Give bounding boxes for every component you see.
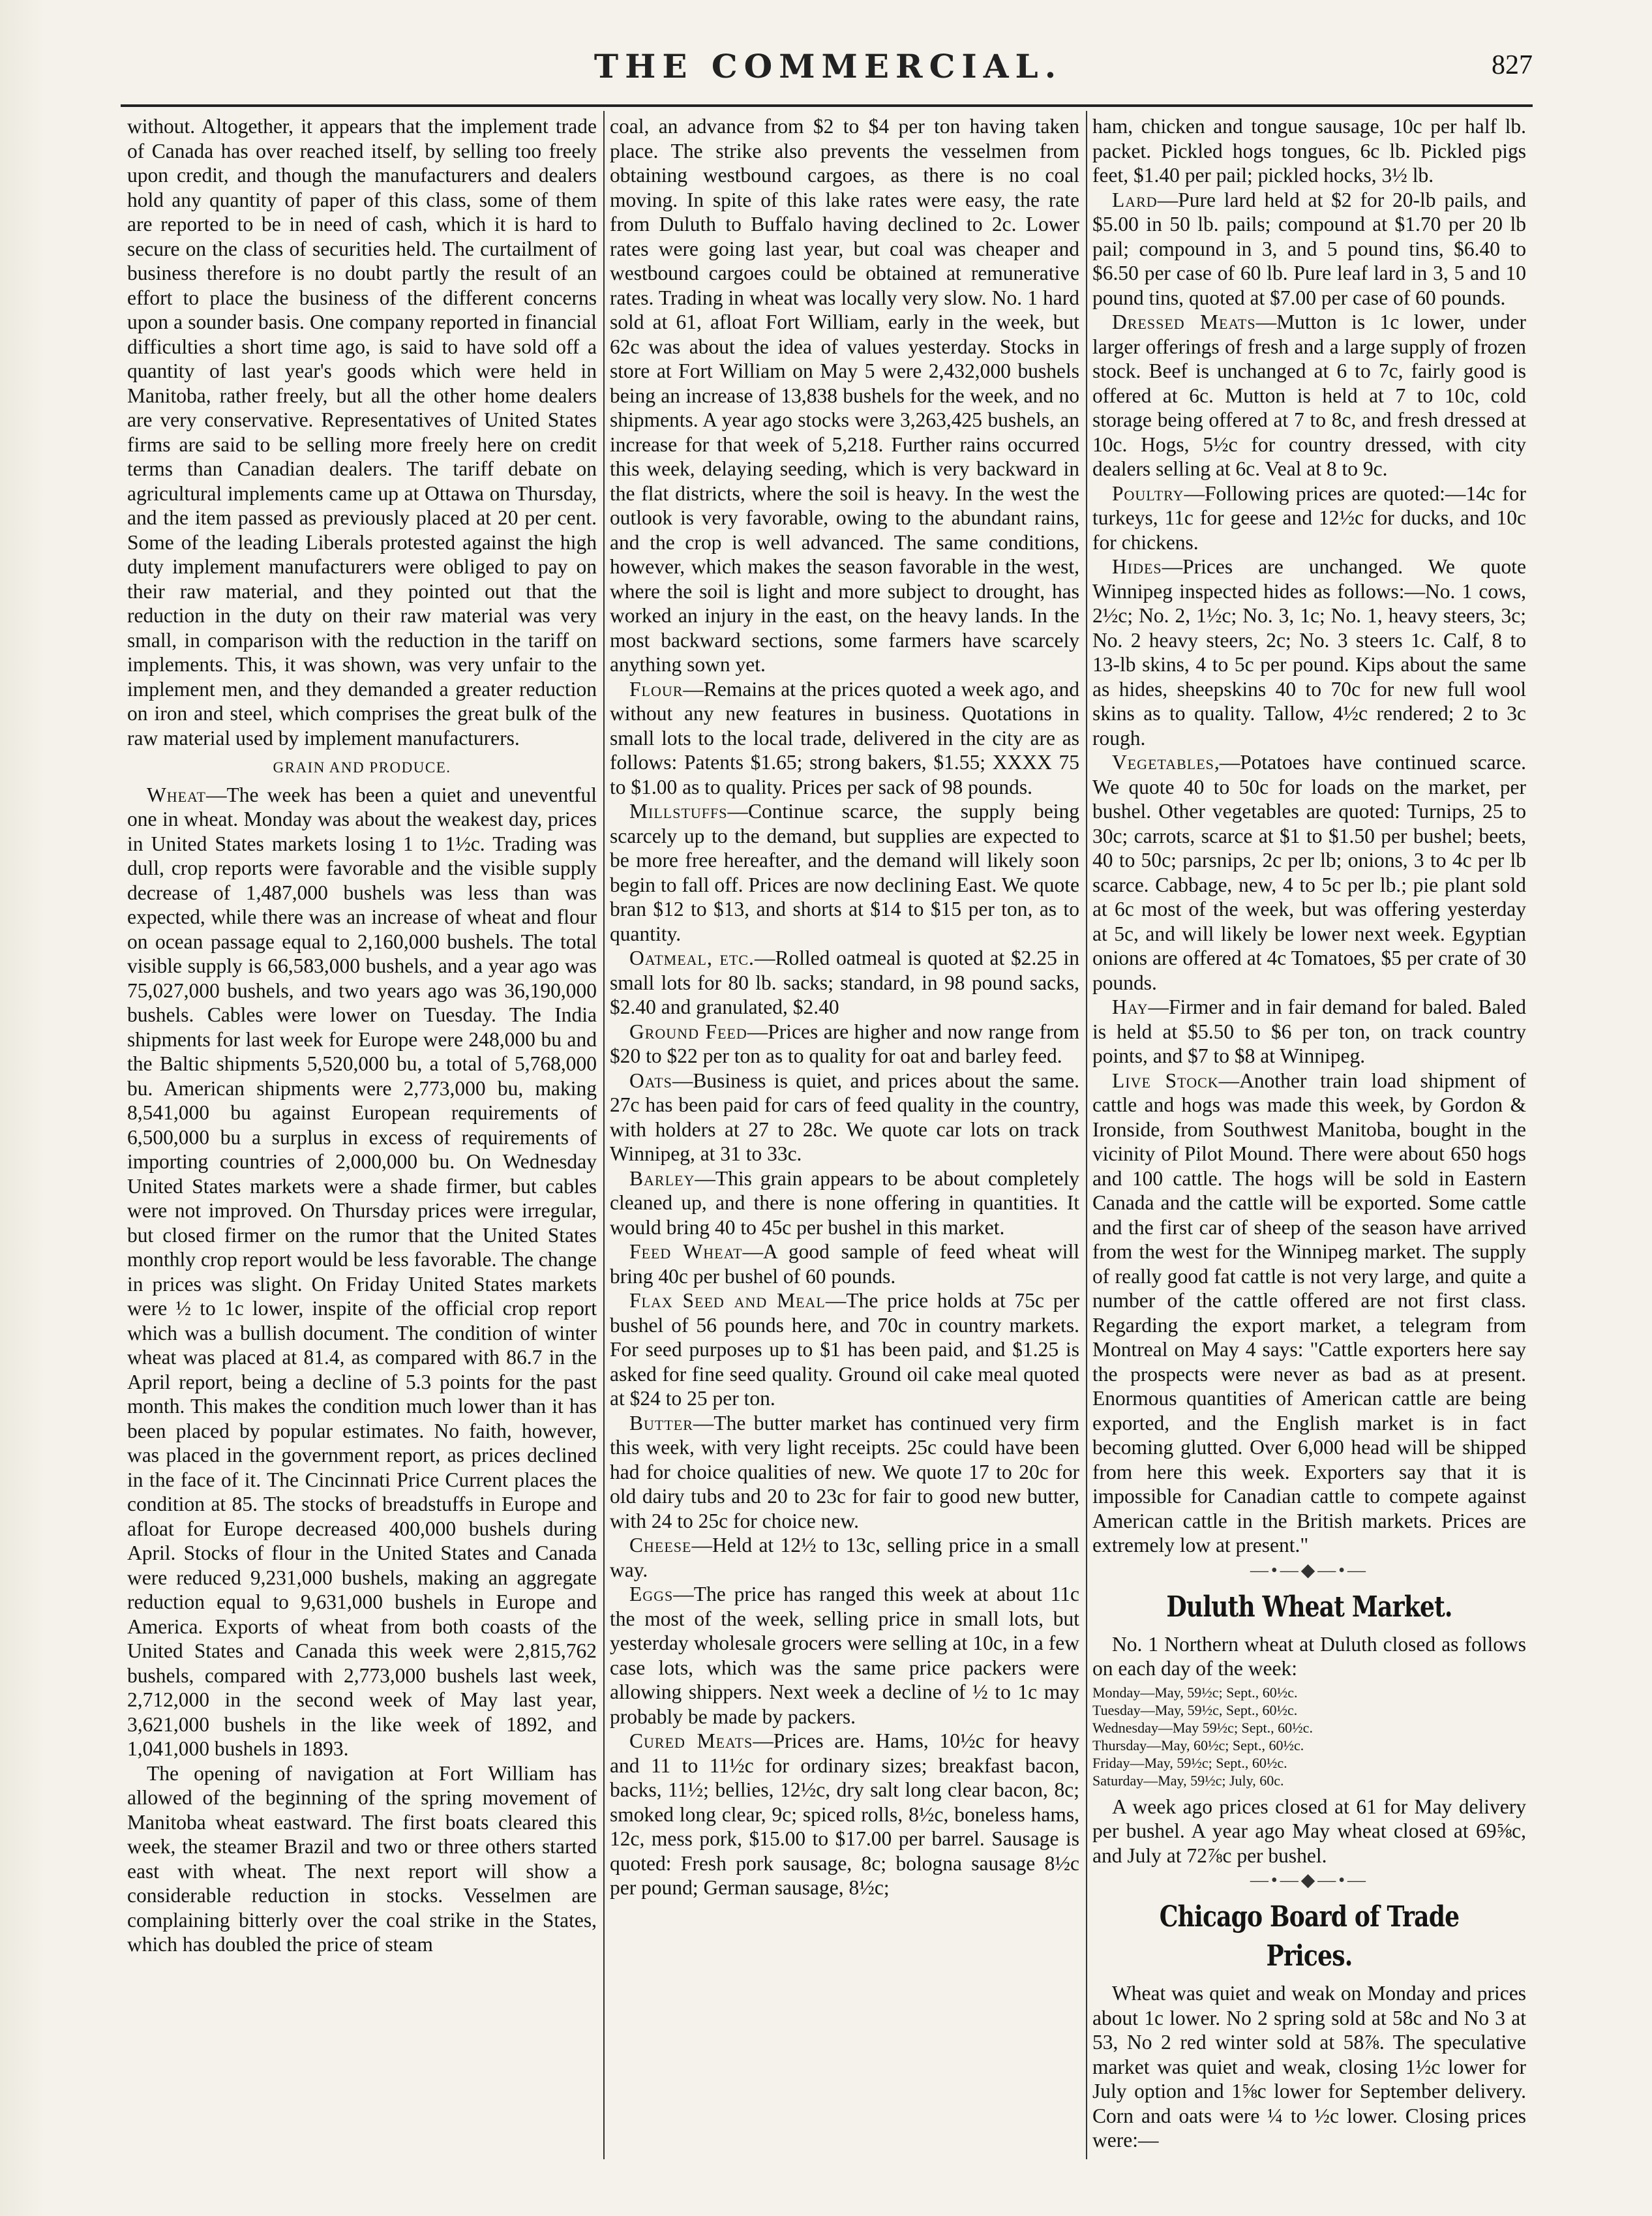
column-rule-1	[603, 111, 605, 2159]
lead-cured-meats: Cured Meats	[629, 1729, 753, 1752]
market-paragraph-hay	[1092, 995, 1526, 1069]
lead-flour: Flour	[629, 677, 683, 701]
text-live-stock: —Another train load shipment of cattle and hogs was made this week, by Gordon & Ironside, from Southwest Manitoba, bought in the vicinity of Pilot Mound. There were about 650 hogs and 100 cattle. The hogs will be sold in Eastern Canada and the cattle will be exported. Some cattle and the first car of sheep of the season have arrived from the west for the Winnipeg market. The supply of really good fat cattle is not very large, and quite a number of the cattle offered are not first class. Regarding the export market, a telegram from Montreal on May 4 says: "Cattle exporters here say the prospects were never as bad as at present. Enormous quantities of American cattle are being exported, and the English market is in fact becoming glutted. Over 6,000 head will be shipped from here this week. Exporters say that it is impossible for Canadian cattle to compete against American cattle in the British markets. Prices are extremely low at present."	[1092, 1069, 1526, 1556]
market-paragraph-cured-meats	[610, 1729, 1079, 1900]
lead-flax: Flax Seed and Meal	[629, 1289, 826, 1312]
market-paragraph-live-stock	[1092, 1069, 1526, 1558]
market-paragraph-ground-feed	[610, 1020, 1079, 1069]
duluth-day-wednesday: Wednesday—May 59½c; Sept., 60½c.	[1092, 1719, 1313, 1736]
duluth-day-tuesday: Tuesday—May, 59½c, Sept., 60½c.	[1092, 1701, 1298, 1718]
market-paragraph-hides	[1092, 554, 1526, 750]
lead-millstuffs: Millstuffs	[629, 800, 728, 823]
header-rule	[121, 104, 1533, 107]
market-paragraph-wheat	[127, 783, 597, 1761]
column-rule-2	[1086, 111, 1087, 2159]
text-wheat: —The week has been a quiet and uneventful one in wheat. Monday was about the weakest day, prices in United States markets losing 1 to 1½c. Trading was dull, crop reports were favorable and the visible supply decrease of 1,487,000 bushels was less than was expected, while there was an increase of wheat and flour on ocean passage equal to 2,160,000 bushels. The total visible supply is 66,583,000 bushels, and a year ago was 75,027,000 bushels, and two years ago was 36,190,000 bushels. Cables were lower on Tuesday. The India shipments for last week for Europe were 248,000 bu and the Baltic shipments 5,520,000 bu, a total of 5,768,000 bu. American shipments were 2,773,000 bu, making 8,541,000 bu against European requirements of 6,500,000 bu a surplus in excess of requirements of importing countries of 2,000,000 bu. On Wednesday United States markets were a shade firmer, but cables were not improved. On Thursday prices were irregular, but closed firmer on the rumor that the United States monthly crop report would be less favorable. The change in prices was slight. On Friday United States markets were ½ to 1c lower, inspite of the official crop report which was a bullish document. The condition of winter wheat was placed at 81.4, as compared with 86.7 in the April report, being a decline of 5.3 points for the past month. This makes the condition much lower than it has been placed by popular estimates. No faith, however, was placed in the government report, as prices declined in the face of it. The Cincinnati Price Current places the condition at 85. The stocks of breadstuffs in Europe and afloat for Europe decreased 400,000 bushels during April. Stocks of flour in the United States and Canada were reduced 9,231,000 bushels, making an aggregate reduction equal to 9,631,000 bushels in Europe and America. Exports of wheat from both coasts of the United States and Canada this week were 2,815,762 bushels, compared with 2,773,000 bushels last week, 2,712,000 in the second week of May last year, 3,621,000 bushels in the like week of 1892, and 1,041,000 bushels in 1893.	[127, 783, 597, 1760]
market-paragraph-barley	[610, 1166, 1079, 1240]
lead-eggs: Eggs	[629, 1583, 674, 1605]
text-millstuffs: —Continue scarce, the supply being scarcely up to the demand, but supplies are expected to be more free hereafter, and the demand will likely soon begin to fall off. Prices are now declining East. We quote bran $12 to $13, and shorts at $14 to $15 per ton, as to quantity.	[610, 800, 1079, 945]
text-feed-wheat: —A good sample of feed wheat will bring 40c per bushel of 60 pounds.	[610, 1240, 1079, 1288]
article-paragraph-coal: coal, an advance from $2 to $4 per ton having taken place. The strike also prevents the vesselmen from obtaining westbound cargoes, as there is no coal moving. In spite of this lake rates were easy, the rate from Duluth to Buffalo having declined to 2c. Lower rates were going last year, but coal was cheaper and westbound cargoes could be obtained at remunerative rates. Trading in wheat was locally very slow. No. 1 hard sold at 61, afloat Fort William, early in the week, but 62c was about the idea of values yesterday. Stocks in store at Fort William on May 5 were 2,432,000 bushels being an increase of 13,838 bushels for the week, and no shipments. A year ago stocks were 3,263,425 bushels, an increase for that week of 5,218. Further rains occurred this week, delaying seeding, which is very backward in the flat districts, where the soil is heavy. In the west the outlook is very favorable, owing to the abundant rains, and the crop is well advanced. The same conditions, however, which makes the season favorable in the west, where the soil is light and more subject to drought, has worked an injury in the east, on the heavy lands. In the most backward sections, some farmers have scarcely anything sown yet.	[610, 115, 1079, 676]
heading-chicago-board-of-trade: Chicago Board of Trade Prices.	[1159, 1900, 1460, 1973]
text-barley: —This grain appears to be about completely cleaned up, and there is none offering in quantities. It would bring 40 to 45c per bushel in this market.	[610, 1166, 1079, 1239]
text-vegetables: ,—Potatoes have continued scarce. We quote 40 to 50c for loads on the market, per bushel. Other vegetables are quoted: Turnips, 25 to 30c; carrots, scarce at $1 to $1.50 per bushel; beets, 40 to 50c; parsnips, 2c per lb; onions, 3 to 4c per lb scarce. Cabbage, new, 4 to 5c per lb.; pie plant sold at 6c most of the week, but was offering yesterday at 5c, and will likely be lower next week. Egyptian onions are offered at 4c Tomatoes, $5 per crate of 30 pounds.	[1092, 751, 1526, 994]
duluth-day-friday: Friday—May, 59½c; Sept., 60½c.	[1092, 1754, 1287, 1771]
section-heading-grain-and-produce: GRAIN AND PRODUCE.	[273, 759, 451, 776]
duluth-day-thursday: Thursday—May, 60½c; Sept., 60½c.	[1092, 1737, 1304, 1753]
lead-hides: Hides	[1112, 555, 1162, 578]
text-flax: —The price holds at 75c per bushel of 56 pounds here, and 70c in country markets. For seed purposes up to $1 has been paid, and $1.25 is asked for fine seed quality. Ground oil cake meal quoted at $24 to 25 per ton.	[610, 1289, 1079, 1410]
text-cured-meats: —Prices are. Hams, 10½c for heavy and 11 to 11½c for ordinary sizes; breakfast bacon, backs, 11½; bellies, 12½c, dry salt long clear bacon, 8c; smoked long clear, 9c; spiced rolls, 8½c, boneless hams, 12c, mess pork, $15.00 to $17.00 per barrel. Sausage is quoted: Fresh pork sausage, 8c; bologna sausage 8½c per pound; German sausage, 8½c;	[610, 1729, 1079, 1899]
market-paragraph-flax	[610, 1288, 1079, 1411]
market-paragraph-eggs	[610, 1582, 1079, 1729]
masthead	[124, 38, 1533, 110]
text-hides: —Prices are unchanged. We quote Winnipeg inspected hides as follows:—No. 1 cows, 2½c; No. 2, 1½c; No. 3, 1c; No. 1, heavy steers, 3c; No. 2 heavy steers, 2c; No. 3 steers 1c. Calf, 8 to 13-lb skins, 4 to 5c per pound. Kips about the same as hides, sheepskins 40 to 70c for new full wool skins as to quality. Tallow, 4½c rendered; 2 to 3c rough.	[1092, 555, 1526, 750]
lead-feed-wheat: Feed Wheat	[629, 1240, 743, 1263]
market-paragraph-dressed-meats	[1092, 310, 1526, 481]
duluth-summary: A week ago prices closed at 61 for May delivery per bushel. A year ago May wheat closed at 69⅝c, and July at 72⅞c per bushel.	[1092, 1795, 1526, 1867]
market-paragraph-millstuffs	[610, 799, 1079, 946]
section-ornament: —•—◆—•—	[1250, 1560, 1369, 1581]
section-ornament-2: —•—◆—•—	[1250, 1870, 1369, 1890]
lead-cheese: Cheese	[629, 1534, 692, 1556]
lead-butter: Butter	[629, 1411, 693, 1434]
column-2	[610, 114, 1079, 2163]
lead-lard: Lard	[1112, 188, 1158, 211]
market-paragraph-butter	[610, 1411, 1079, 1534]
text-oatmeal: —Rolled oatmeal is quoted at $2.25 in small lots for 80 lb. sacks; standard, in 98 pound sacks, $2.40 and granulated, $2.40	[610, 947, 1079, 1018]
text-lard: —Pure lard held at $2 for 20-lb pails, and $5.00 in 50 lb. pails; compound at $1.70 per 20 lb pail; compound in 3, and 5 pound tins, $6.40 to $6.50 per case of 60 lb. Pure leaf lard in 3, 5 and 10 pound tins, quoted at $7.00 per case of 60 pounds.	[1092, 188, 1526, 309]
market-paragraph-poultry	[1092, 481, 1526, 555]
text-ground-feed: —Prices are higher and now range from $20 to $22 per ton as to quality for oat and barley feed.	[610, 1020, 1079, 1067]
market-paragraph-feed-wheat	[610, 1239, 1079, 1288]
duluth-daily-prices	[1092, 1684, 1526, 1789]
text-eggs: —The price has ranged this week at about 11c the most of the week, selling price in small lots, but yesterday wholesale grocers were selling at 10c, in a few case lots, which was the same price packers were allowing shippers. Next week a decline of ½ to 1c may probably be made by packers.	[610, 1583, 1079, 1728]
market-paragraph-lard	[1092, 188, 1526, 311]
market-paragraph-vegetables	[1092, 750, 1526, 995]
lead-ground-feed: Ground Feed	[629, 1020, 747, 1043]
lead-oats: Oats	[629, 1069, 672, 1092]
text-flour: —Remains at the prices quoted a week ago, and without any new features in business. Quotations in small lots to the local trade, delivered in the city are as follows: Patents $1.65; strong bakers, $1.55; XXXX 75 to $1.00 as to quality. Prices per sack of 98 pounds.	[610, 677, 1079, 798]
lead-poultry: Poultry	[1112, 481, 1184, 505]
article-paragraph-ham: ham, chicken and tongue sausage, 10c per half lb. packet. Pickled hogs tongues, 6c lb. Pickled pigs feet, $1.40 per pail; pickled hocks, 3½ lb.	[1092, 115, 1526, 187]
lead-barley: Barley	[629, 1166, 695, 1190]
article-paragraph-navigation: The opening of navigation at Fort William has allowed of the beginning of the spring movement of Manitoba wheat eastward. The first boats cleared this week, the steamer Brazil and two or three others started east with wheat. The next report will show a considerable reduction in stocks. Vesselmen are complaining bitterly over the coal strike in the States, which has doubled the price of steam	[127, 1761, 597, 1956]
column-3	[1092, 114, 1526, 2163]
text-cheese: —Held at 12½ to 13c, selling price in a small way.	[610, 1534, 1079, 1581]
page-edge-shadow	[0, 0, 46, 2216]
market-paragraph-oats	[610, 1069, 1079, 1166]
masthead-title: THE COMMERCIAL.	[593, 47, 1063, 85]
heading-duluth-wheat-market: Duluth Wheat Market.	[1166, 1590, 1452, 1624]
column-1	[127, 114, 597, 2163]
market-paragraph-oatmeal	[610, 946, 1079, 1020]
lead-hay: Hay	[1112, 995, 1149, 1018]
text-poultry: —Following prices are quoted:—14c for turkeys, 11c for geese and 12½c for ducks, and 10c for chickens.	[1092, 481, 1526, 554]
text-dressed-meats: —Mutton is 1c lower, under larger offerings of fresh and a large supply of frozen stock. Beef is unchanged at 6 to 7c, fairly good is offered at 6c. Mutton is held at 7 to 10c, cold storage being offered at 7 to 8c, and fresh dressed at 10c. Hogs, 5½c for country dressed, with city dealers selling at 6c. Veal at 8 to 9c.	[1092, 311, 1526, 480]
article-paragraph: without. Altogether, it appears that the implement trade of Canada has over reached itself, by selling too freely upon credit, and though the manufacturers and dealers hold any quantity of paper of this class, some of them are reported to be in need of cash, which it is hard to secure on the class of securities held. The curtailment of business therefore is no doubt partly the result of an effort to place the business of the different concerns upon a sounder basis. One company reported in financial difficulties a short time ago, is said to have sold off a quantity of last year's goods which were held in Manitoba, rather freely, but all the other home dealers are very conservative. Representatives of United States firms are said to be selling more freely here on credit terms than Canadian dealers. The tariff debate on agricultural implements came up at Ottawa on Thursday, and the item passed as previously placed at 20 per cent. Some of the leading Liberals protested against the high duty implement manufacturers were obliged to pay on their raw material, and they pointed out that the reduction in the duty on their raw material was very small, in comparison with the reduction in the tariff on implements. This, it was shown, was very unfair to the implement men, and they demanded a greater reduction on iron and steel, which comprises the great bulk of the raw material used by implement manufacturers.	[127, 115, 597, 750]
text-hay: —Firmer and in fair demand for baled. Baled is held at $5.50 to $6 per ton, on track country points, and $7 to $8 at Winnipeg.	[1092, 995, 1526, 1067]
duluth-day-monday: Monday—May, 59½c; Sept., 60½c.	[1092, 1684, 1298, 1701]
page-number: 827	[1492, 50, 1533, 80]
lead-dressed-meats: Dressed Meats	[1112, 311, 1256, 333]
lead-oatmeal: Oatmeal, etc.	[629, 947, 755, 969]
lead-live-stock: Live Stock	[1112, 1069, 1219, 1092]
duluth-intro: No. 1 Northern wheat at Duluth closed as follows on each day of the week:	[1092, 1632, 1526, 1680]
duluth-day-saturday: Saturday—May, 59½c; July, 60c.	[1092, 1772, 1284, 1789]
lead-vegetables: Vegetables	[1112, 751, 1214, 774]
text-butter: —The butter market has continued very firm this week, with very light receipts. 25c could have been had for choice qualities of new. We quote 17 to 20c for old dairy tubs and 20 to 23c for fair to good new butter, with 24 to 25c for choice new.	[610, 1411, 1079, 1532]
market-paragraph-cheese	[610, 1533, 1079, 1582]
market-paragraph-flour	[610, 677, 1079, 800]
chicago-paragraph: Wheat was quiet and weak on Monday and prices about 1c lower. No 2 spring sold at 58c and No 3 at 53, No 2 red winter sold at 58⅞. The speculative market was quiet and weak, closing 1½c lower for July option and 1⅝c lower for September delivery. Corn and oats were ¼ to ½c lower. Closing prices were:—	[1092, 1982, 1526, 2151]
lead-wheat: Wheat	[147, 783, 206, 806]
text-oats: —Business is quiet, and prices about the same. 27c has been paid for cars of feed quality in the country, with holders at 27 to 28c. We quote car lots on track Winnipeg, at 31 to 33c.	[610, 1069, 1079, 1165]
